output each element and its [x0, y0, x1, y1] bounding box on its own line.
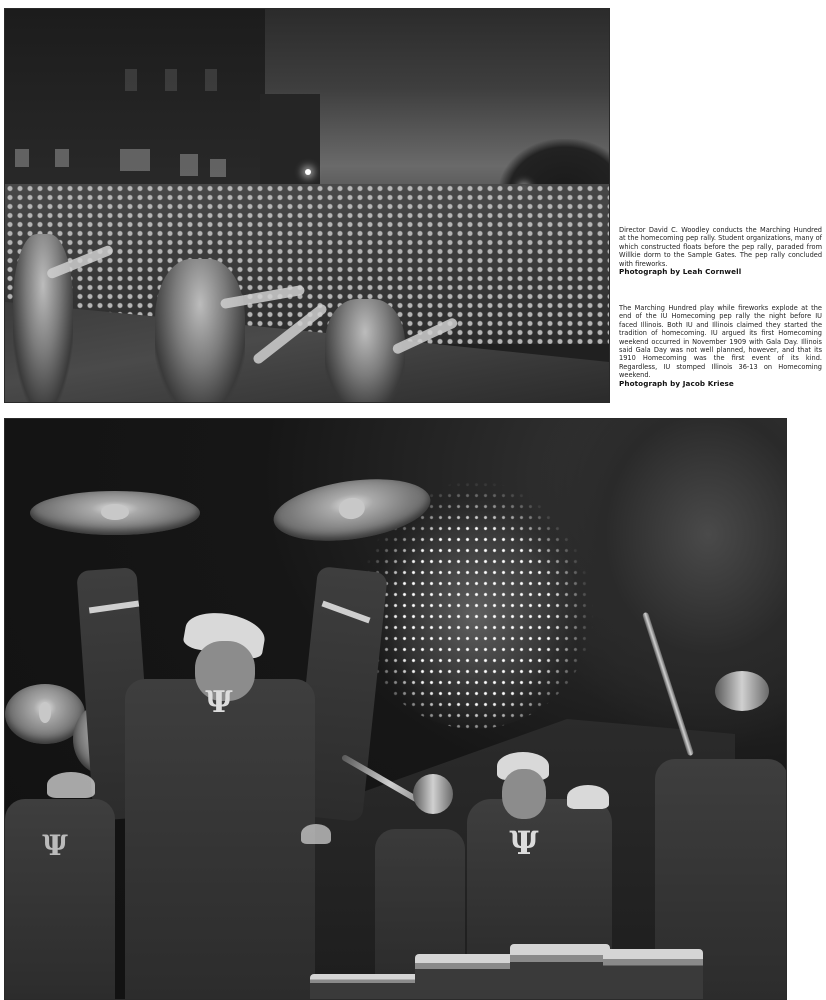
- cymbal: [30, 491, 200, 535]
- band-cap: [301, 824, 331, 844]
- photo-pep-rally: [4, 8, 610, 403]
- caption-fireworks: [619, 304, 822, 388]
- face: [502, 769, 546, 819]
- photo-fireworks-band: [4, 418, 787, 1000]
- IU-trident-icon: Ψ: [509, 824, 539, 862]
- lit-window: [210, 159, 226, 177]
- band-cap: [567, 785, 609, 809]
- snare-drum: [415, 954, 515, 1000]
- snare-drum: [310, 974, 420, 1000]
- snare-drum: [510, 944, 610, 1000]
- dancer: [13, 234, 73, 403]
- IU-trident-icon: Ψ: [205, 685, 233, 720]
- caption-text: The Marching Hundred play while fireworks explode at the end of the IU Homecoming pep rally the night before IU faced Illinois. Both IU and Illinois claimed they started the tradition of homecoming. IU argued its first Homecoming weekend occurred in November 1909 with Gala Day. Illinois said Gala Day was not well planned, however, and that its 1910 Homecoming was the first event of its kind. Regardless, IU stomped Illinois 36-13 on Homecoming weekend.: [619, 304, 822, 380]
- caption-pep-rally: [619, 226, 822, 276]
- band-cap: [47, 772, 95, 798]
- street-lamp-icon: [305, 169, 311, 175]
- window: [205, 69, 217, 91]
- lit-window: [15, 149, 29, 167]
- band-member-cymbal-player: [125, 679, 315, 1000]
- caption-text: Director David C. Woodley conducts the Marching Hundred at the homecoming pep rally. Student organizations, many of which constructed floats before the pep rally, paraded from Willkie dorm to the Sample Gates. The pep rally concluded with fireworks.: [619, 226, 822, 268]
- window: [165, 69, 177, 91]
- snare-drum: [603, 949, 703, 1000]
- building-silhouette: [5, 9, 265, 204]
- trumpet-bell: [413, 774, 453, 814]
- dancer: [155, 259, 245, 403]
- photo-credit: Photograph by Leah Cornwell: [619, 267, 742, 277]
- lit-window: [180, 154, 198, 176]
- lit-window: [120, 149, 150, 171]
- trombone-bell: [715, 671, 769, 711]
- photo-credit: Photograph by Jacob Kriese: [619, 378, 734, 388]
- IU-trident-icon: Ψ: [42, 829, 68, 862]
- window: [125, 69, 137, 91]
- lit-window: [55, 149, 69, 167]
